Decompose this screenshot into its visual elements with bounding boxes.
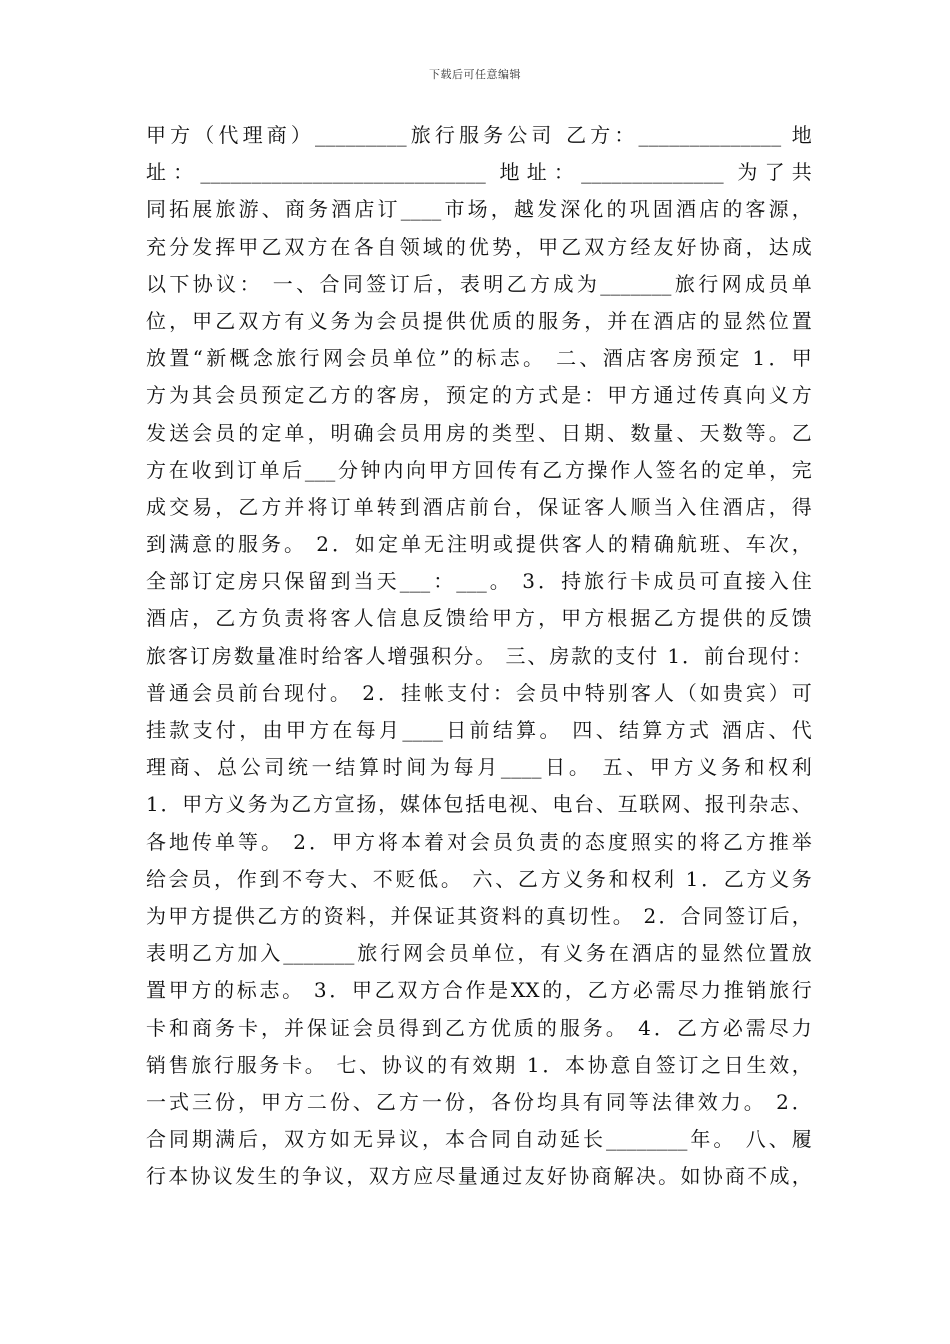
text-line: 到满意的服务。 2．如定单无注明或提供客人的精确航班、车次， xyxy=(146,532,812,557)
text-line: 址：____________________________ 地址：______________ 为了共 xyxy=(146,160,812,185)
text-line: 为甲方提供乙方的资料，并保证其资料的真切性。 2．合同签订后， xyxy=(146,903,812,928)
text-line: 表明乙方加入_______旅行网会员单位，有义务在酒店的显然位置放 xyxy=(146,941,812,966)
download-note: 下载后可任意编辑 xyxy=(429,68,521,81)
text-line: 合同期满后，双方如无异议，本合同自动延长________年。 八、履 xyxy=(146,1127,812,1152)
text-line: 方为其会员预定乙方的客房，预定的方式是：甲方通过传真向义方 xyxy=(146,383,812,408)
text-line: 以下协议： 一、合同签订后，表明乙方成为_______旅行网成员单 xyxy=(146,271,812,296)
text-line: 给会员，作到不夸大、不贬低。 六、乙方义务和权利 1．乙方义务 xyxy=(146,866,812,891)
text-line: 挂款支付，由甲方在每月____日前结算。 四、结算方式 酒店、代 xyxy=(146,718,812,742)
text-line: 位，甲乙双方有义务为会员提供优质的服务，并在酒店的显然位置 xyxy=(146,308,812,333)
text-line: 卡和商务卡，并保证会员得到乙方优质的服务。 4．乙方必需尽力 xyxy=(146,1015,812,1040)
text-line: 置甲方的标志。 3．甲乙双方合作是XX的，乙方必需尽力推销旅行 xyxy=(146,978,812,1003)
text-line: 行本协议发生的争议，双方应尽量通过友好协商解决。如协商不成， xyxy=(146,1164,812,1189)
text-line: 方在收到订单后___分钟内向甲方回传有乙方操作人签名的定单，完 xyxy=(146,457,812,482)
text-line: 旅客订房数量准时给客人增强积分。 三、房款的支付 1．前台现付： xyxy=(146,643,812,668)
text-line: 销售旅行服务卡。 七、协议的有效期 1．本协意自签订之日生效， xyxy=(146,1052,812,1077)
text-line: 全部订定房只保留到当天___：___。 3．持旅行卡成员可直接入住 xyxy=(146,569,812,594)
text-line: 放置“新概念旅行网会员单位”的标志。 二、酒店客房预定 1．甲 xyxy=(146,346,812,371)
text-line: 充分发挥甲乙双方在各自领域的优势，甲乙双方经友好协商，达成 xyxy=(146,234,812,259)
text-line: 理商、总公司统一结算时间为每月____日。 五、甲方义务和权利 xyxy=(146,755,812,780)
text-line: 发送会员的定单，明确会员用房的类型、日期、数量、天数等。乙 xyxy=(146,420,812,445)
text-line: 酒店，乙方负责将客人信息反馈给甲方，甲方根据乙方提供的反馈 xyxy=(146,606,812,631)
text-line: 普通会员前台现付。 2．挂帐支付：会员中特别客人（如贵宾）可 xyxy=(146,680,812,705)
contract-body xyxy=(146,117,812,1195)
text-line: 同拓展旅游、商务酒店订____市场，越发深化的巩固酒店的客源， xyxy=(146,197,812,222)
text-line: 一式三份，甲方二份、乙方一份，各份均具有同等法律效力。 2． xyxy=(146,1089,812,1114)
text-line: 各地传单等。 2．甲方将本着对会员负责的态度照实的将乙方推举 xyxy=(146,829,812,854)
text-line: 1．甲方义务为乙方宣扬，媒体包括电视、电台、互联网、报刊杂志、 xyxy=(146,792,812,817)
text-line: 甲方（代理商）_________旅行服务公司 乙方：______________ 地 xyxy=(146,123,812,147)
text-line: 成交易，乙方并将订单转到酒店前台，保证客人顺当入住酒店，得 xyxy=(146,494,812,519)
